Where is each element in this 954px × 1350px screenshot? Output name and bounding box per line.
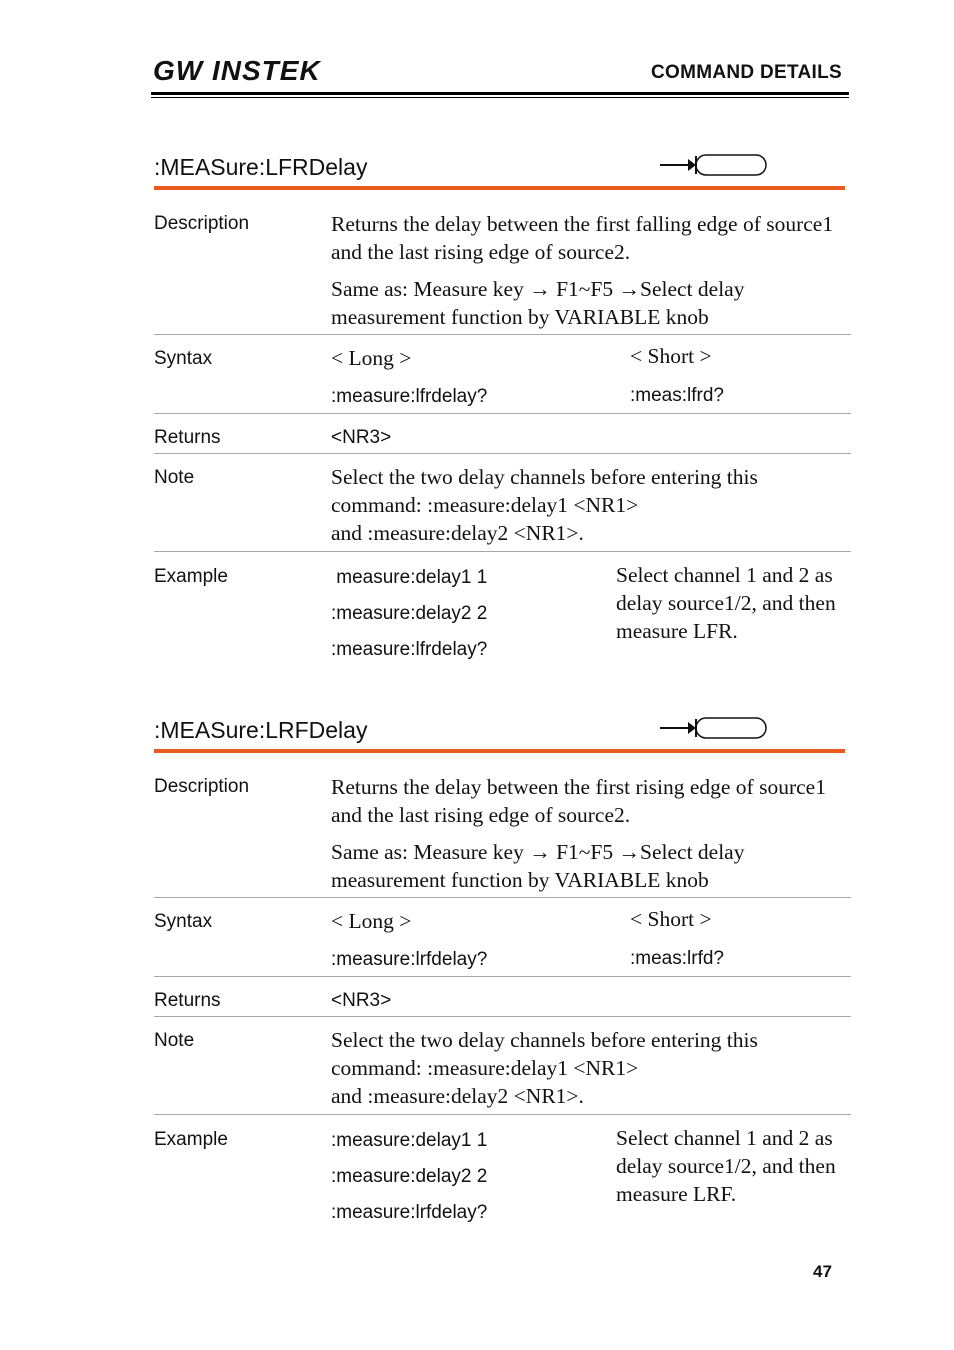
syntax-label: Syntax [154,911,213,932]
example-command: :measure:delay2 2 [331,1166,488,1187]
syntax-label: Syntax [154,348,213,369]
syntax-short-command: :meas:lrfd? [630,948,724,969]
description-body: Returns the delay between the first falling edge of source1 and the last rising edge of source2. [331,212,834,264]
syntax-long-header: < Long > [331,346,412,370]
command-title: :MEASure:LRFDelay [154,717,368,743]
note-line: and :measure:delay2 <NR1>. [331,521,584,545]
syntax-short-header: < Short > [630,907,712,931]
example-label: Example [154,566,228,587]
example-label: Example [154,1129,228,1150]
note-line: command: :measure:delay1 <NR1> [331,1056,639,1080]
returns-value: <NR3> [331,427,392,448]
note-row [154,1017,851,1115]
page-number: 47 [813,1262,832,1281]
syntax-row [154,335,851,414]
returns-row [154,977,851,1017]
example-explanation: Select channel 1 and 2 as delay source1/2, and then measure LFR. [616,563,836,643]
syntax-long-command: :measure:lfrdelay? [331,386,488,407]
command-title-row [154,711,851,751]
note-row [154,454,851,552]
syntax-row [154,898,851,977]
section-header: COMMAND DETAILS [651,62,842,83]
description-text [331,773,851,894]
syntax-short-command: :meas:lfrd? [630,385,724,406]
example-row [154,1115,851,1245]
description-text [331,210,851,331]
description-body: Returns the delay between the first rising edge of source1 and the last rising edge of source2. [331,775,826,827]
description-row [154,753,851,898]
example-command: :measure:lfrdelay? [331,639,488,660]
query-icon [660,715,770,747]
note-line: command: :measure:delay1 <NR1> [331,493,639,517]
returns-row [154,414,851,454]
note-line: Select the two delay channels before entering this [331,465,758,489]
example-explanation: Select channel 1 and 2 as delay source1/2, and then measure LRF. [616,1126,836,1206]
same-as-text: Same as: Measure key → F1~F5 →Select delay measurement function by VARIABLE knob [331,277,745,329]
command-title: :MEASure:LFRDelay [154,154,368,180]
query-icon [660,152,770,184]
note-label: Note [154,1030,195,1051]
syntax-short-header: < Short > [630,344,712,368]
note-label: Note [154,467,195,488]
note-text [331,463,851,547]
note-line: Select the two delay channels before entering this [331,1028,758,1052]
description-label: Description [154,776,250,797]
gw-instek-logo [153,56,323,84]
example-command: :measure:lrfdelay? [331,1202,488,1223]
command-title-row [154,148,851,188]
example-row [154,552,851,682]
description-row [154,190,851,335]
example-command: :measure:delay1 1 [331,1130,488,1151]
header-rule [151,92,849,95]
syntax-long-command: :measure:lrfdelay? [331,949,488,970]
example-command: :measure:delay2 2 [331,603,488,624]
note-line: and :measure:delay2 <NR1>. [331,1084,584,1108]
brand-logo [153,56,323,89]
command-block [154,711,851,1245]
example-command: measure:delay1 1 [331,567,488,588]
note-text [331,1026,851,1110]
returns-label: Returns [154,427,221,448]
returns-label: Returns [154,990,221,1011]
svg-text:GW INSTEK: GW INSTEK [153,56,321,84]
returns-value: <NR3> [331,990,392,1011]
command-block [154,148,851,682]
syntax-long-header: < Long > [331,909,412,933]
header-rule-thin [151,97,849,98]
description-label: Description [154,213,250,234]
same-as-text: Same as: Measure key → F1~F5 →Select delay measurement function by VARIABLE knob [331,840,745,892]
